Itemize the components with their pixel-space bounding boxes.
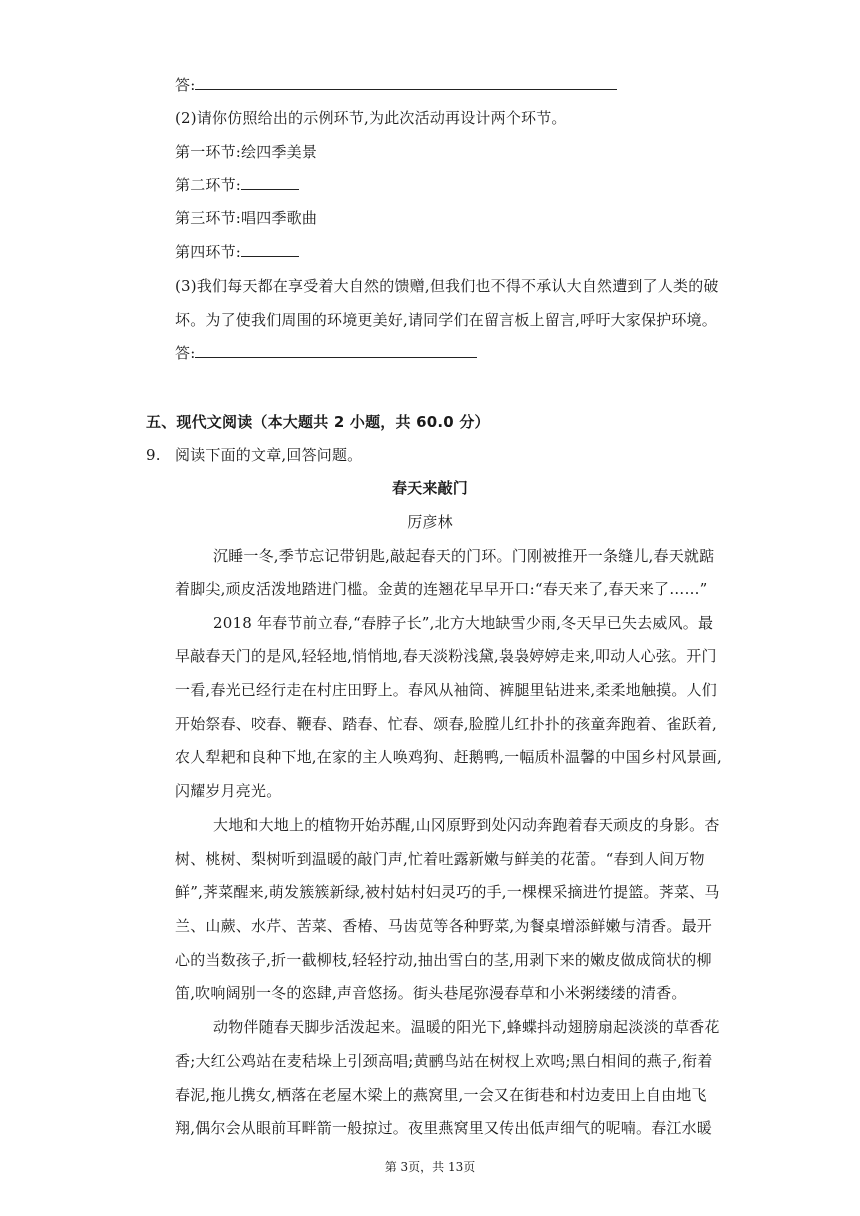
part3-line-1: (3)我们每天都在享受着大自然的馈赠,但我们也不得不承认大自然遭到了人类的破	[175, 277, 719, 295]
article-line: 农人犁耙和良种下地,在家的主人唤鸡狗、赶鹅鸭,一幅质朴温馨的中国乡村风景画,	[175, 748, 722, 766]
article-line: 香;大红公鸡站在麦秸垛上引颈高唱;黄鹂鸟站在树杈上欢鸣;黑白相间的燕子,衔着	[175, 1052, 713, 1070]
article-line: 沉睡一冬,季节忘记带钥匙,敲起春天的门环。门刚被推开一条缝儿,春天就踮	[213, 547, 715, 565]
article-line: 着脚尖,顽皮活泼地踏进门槛。金黄的连翘花早早开口:“春天来了,春天来了……”	[175, 580, 708, 598]
answer-blank[interactable]	[195, 343, 477, 358]
article-line: 心的当数孩子,折一截柳枝,轻轻拧动,抽出雪白的茎,用剥下来的嫩皮做成筒状的柳	[175, 951, 712, 969]
article-line: 2018 年春节前立春,“春脖子长”,北方大地缺雪少雨,冬天早已失去威风。最	[213, 614, 714, 632]
article-line: 鲜”,荠菜醒来,萌发簇簇新绿,被村姑村妇灵巧的手,一棵棵采摘进竹提篮。荠菜、马	[175, 883, 720, 901]
article-line: 春泥,拖儿携女,栖落在老屋木梁上的燕窝里,一会又在街巷和村边麦田上自由地飞	[175, 1086, 707, 1104]
article-line: 动物伴随春天脚步活泼起来。温暖的阳光下,蜂蝶抖动翅膀扇起淡淡的草香花	[213, 1018, 720, 1036]
article-line: 笛,吹响阔别一冬的恣肆,声音悠扬。街头巷尾弥漫春草和小米粥缕缕的清香。	[175, 984, 687, 1002]
part3-line-2: 坏。为了使我们周围的环境更美好,请同学们在留言板上留言,呼吁大家保护环境。	[175, 311, 717, 329]
article-line: 一看,春光已经行走在村庄田野上。春风从袖筒、裤腿里钻进来,柔柔地触摸。人们	[175, 681, 717, 699]
answer-line-2	[175, 343, 477, 363]
link-4-label: 第四环节:	[175, 243, 242, 261]
part2-prompt: (2)请你仿照给出的示例环节,为此次活动再设计两个环节。	[175, 109, 567, 127]
link-1: 第一环节:绘四季美景	[175, 143, 318, 161]
article-line: 兰、山蕨、水芹、苦菜、香椿、马齿苋等各种野菜,为餐桌增添鲜嫩与清香。最开	[175, 917, 712, 935]
link-3: 第三环节:唱四季歌曲	[175, 209, 318, 227]
question-number: 9.	[146, 446, 161, 464]
link-2-line	[175, 175, 299, 195]
section-heading: 五、现代文阅读（本大题共 2 小题，共 60.0 分）	[146, 413, 490, 431]
link-2-label: 第二环节:	[175, 176, 242, 194]
link-4-line	[175, 242, 299, 262]
article-title: 春天来敲门	[391, 479, 468, 497]
answer-label: 答:	[175, 76, 196, 94]
answer-blank[interactable]	[195, 75, 617, 90]
answer-line-1	[175, 75, 617, 95]
article-line: 大地和大地上的植物开始苏醒,山冈原野到处闪动奔跑着春天顽皮的身影。杏	[213, 816, 720, 834]
link-2-blank[interactable]	[241, 175, 299, 190]
page-footer: 第 3页，共 13页	[384, 1160, 476, 1174]
article-author: 厉彦林	[407, 513, 453, 531]
article-line: 开始祭春、咬春、鞭春、踏春、忙春、颂春,脸膛儿红扑扑的孩童奔跑着、雀跃着,	[175, 715, 717, 733]
article-line: 树、桃树、梨树听到温暖的敲门声,忙着吐露新嫩与鲜美的花蕾。“春到人间万物	[175, 850, 705, 868]
article-line: 翔,偶尔会从眼前耳畔箭一般掠过。夜里燕窝里又传出低声细气的呢喃。春江水暖	[175, 1119, 712, 1137]
question-prompt: 阅读下面的文章,回答问题。	[175, 446, 363, 464]
link-4-blank[interactable]	[241, 242, 299, 257]
article-line: 早敲春天门的是风,轻轻地,悄悄地,春天淡粉浅黛,袅袅婷婷走来,叩动人心弦。开门	[175, 647, 717, 665]
article-line: 闪耀岁月亮光。	[175, 782, 282, 800]
answer-label: 答:	[175, 344, 196, 362]
